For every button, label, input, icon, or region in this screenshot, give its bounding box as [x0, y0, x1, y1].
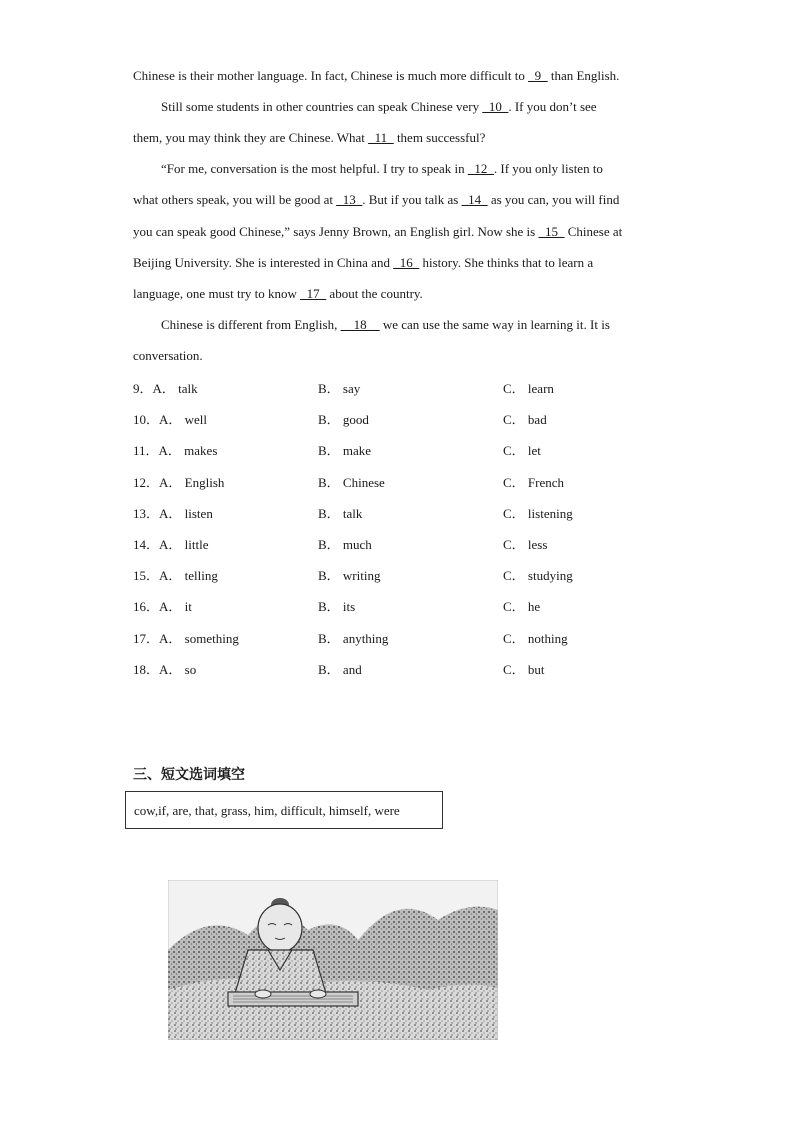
- passage-line: [161, 160, 701, 178]
- option-c: C． French: [503, 474, 565, 490]
- passage-text: about the country.: [326, 285, 423, 301]
- question-row: [133, 474, 693, 492]
- option-b: B． make: [318, 443, 372, 459]
- passage-line: [133, 129, 673, 147]
- question-number: 18．: [133, 661, 160, 677]
- question-number: 16．: [133, 599, 160, 615]
- option-b: B． Chinese: [318, 474, 385, 490]
- question-number: 17．: [133, 630, 160, 646]
- option-a-text: A． English: [159, 474, 225, 490]
- passage-line: [161, 98, 701, 116]
- option-a-text: A． talk: [152, 381, 198, 396]
- option-a: [133, 442, 217, 460]
- question-row: [133, 380, 693, 398]
- question-row: [133, 661, 693, 679]
- passage-text: history. She thinks that to learn a: [419, 254, 594, 270]
- option-a: [133, 598, 192, 616]
- option-a-text: A． telling: [159, 568, 218, 584]
- passage-text: Chinese is their mother language. In fact, Chinese is much more difficult to: [133, 68, 529, 83]
- blank-number: _14_: [461, 192, 488, 208]
- blank-number: _17_: [300, 285, 327, 301]
- passage-text: conversation.: [133, 347, 203, 363]
- option-a-text: A． so: [159, 661, 197, 677]
- option-c: C． listening: [503, 505, 573, 521]
- question-number: 12．: [133, 474, 160, 490]
- option-a-text: A． it: [159, 599, 192, 615]
- passage-text: as you can, you will find: [487, 192, 620, 208]
- option-c: C． less: [503, 537, 548, 552]
- option-c: C． learn: [503, 381, 554, 396]
- question-row: [133, 567, 693, 585]
- question-number: 11．: [133, 443, 159, 459]
- question-row: [133, 411, 693, 429]
- passage-line: [133, 223, 673, 241]
- question-number: 10．: [133, 412, 160, 428]
- passage-text: them, you may think they are Chinese. What: [133, 130, 369, 146]
- question-row: [133, 536, 693, 554]
- option-c: C． nothing: [503, 630, 568, 646]
- option-c: C． studying: [503, 568, 573, 584]
- passage-text: . If you only listen to: [493, 161, 603, 177]
- passage-text: language, one must try to know: [133, 285, 301, 301]
- passage-line: [133, 67, 673, 85]
- passage-text: Beijing University. She is interested in China and: [133, 254, 394, 270]
- passage-line: [161, 316, 701, 334]
- passage-line: [133, 254, 673, 272]
- passage-text: them successful?: [393, 130, 486, 146]
- passage-text: Still some students in other countries can speak Chinese very: [161, 99, 483, 115]
- blank-number: _10_: [482, 99, 509, 115]
- option-b: B． its: [318, 599, 356, 615]
- option-b: B． talk: [318, 505, 363, 521]
- section-title: 三、短文选词填空: [133, 767, 245, 783]
- blank-number: __18__: [340, 316, 380, 332]
- question-number: 13．: [133, 505, 160, 521]
- passage-text: . But if you talk as: [362, 192, 462, 208]
- option-a-text: A． makes: [158, 443, 218, 459]
- option-b: B． say: [318, 381, 361, 396]
- option-c: C． he: [503, 599, 541, 615]
- blank-number: _15_: [538, 223, 565, 239]
- option-a: [133, 474, 224, 492]
- blank-number: _13_: [336, 192, 363, 208]
- option-c: C． let: [503, 443, 541, 459]
- boy-playing-guqin-illustration: [168, 880, 498, 1040]
- blank-number: _16_: [393, 254, 420, 270]
- option-a-text: A． well: [159, 412, 208, 428]
- option-b: B． much: [318, 537, 372, 552]
- blank-number: _12_: [467, 161, 494, 177]
- question-row: [133, 442, 693, 460]
- option-a-text: A． something: [159, 630, 239, 646]
- option-b: B． good: [318, 412, 369, 428]
- question-row: [133, 598, 693, 616]
- question-number: 9．: [133, 381, 153, 396]
- passage-text: Chinese at: [564, 223, 623, 239]
- option-a: [133, 505, 213, 523]
- word-bank-box: cow,if, are, that, grass, him, difficult, himself, were: [125, 791, 443, 829]
- option-b: B． and: [318, 661, 362, 677]
- blank-number: _11_: [368, 130, 394, 146]
- option-c: C． but: [503, 661, 545, 677]
- passage-text: we can use the same way in learning it. It is: [379, 316, 610, 332]
- option-a: [133, 411, 207, 429]
- blank-number: _9_: [528, 68, 548, 83]
- option-b: B． writing: [318, 568, 381, 584]
- passage-text: “For me, conversation is the most helpful. I try to speak in: [161, 161, 468, 177]
- option-a: [133, 536, 208, 554]
- passage-line: [133, 347, 673, 365]
- question-row: [133, 505, 693, 523]
- passage-text: you can speak good Chinese,” says Jenny Brown, an English girl. Now she is: [133, 223, 539, 239]
- passage-text: than English.: [547, 68, 620, 83]
- option-a: [133, 567, 218, 585]
- option-a-text: A． listen: [159, 505, 213, 521]
- question-number: 15．: [133, 568, 160, 584]
- option-a-text: A． little: [159, 537, 209, 552]
- option-c: C． bad: [503, 412, 547, 428]
- question-number: 14．: [133, 537, 160, 552]
- option-a: [133, 380, 198, 398]
- passage-text: what others speak, you will be good at: [133, 192, 337, 208]
- passage-text: . If you don’t see: [508, 99, 597, 115]
- passage-line: [133, 285, 673, 303]
- question-row: [133, 630, 693, 648]
- option-a: [133, 630, 239, 648]
- option-b: B． anything: [318, 630, 389, 646]
- passage-line: [133, 191, 673, 209]
- passage-text: Chinese is different from English,: [161, 316, 341, 332]
- option-a: [133, 661, 196, 679]
